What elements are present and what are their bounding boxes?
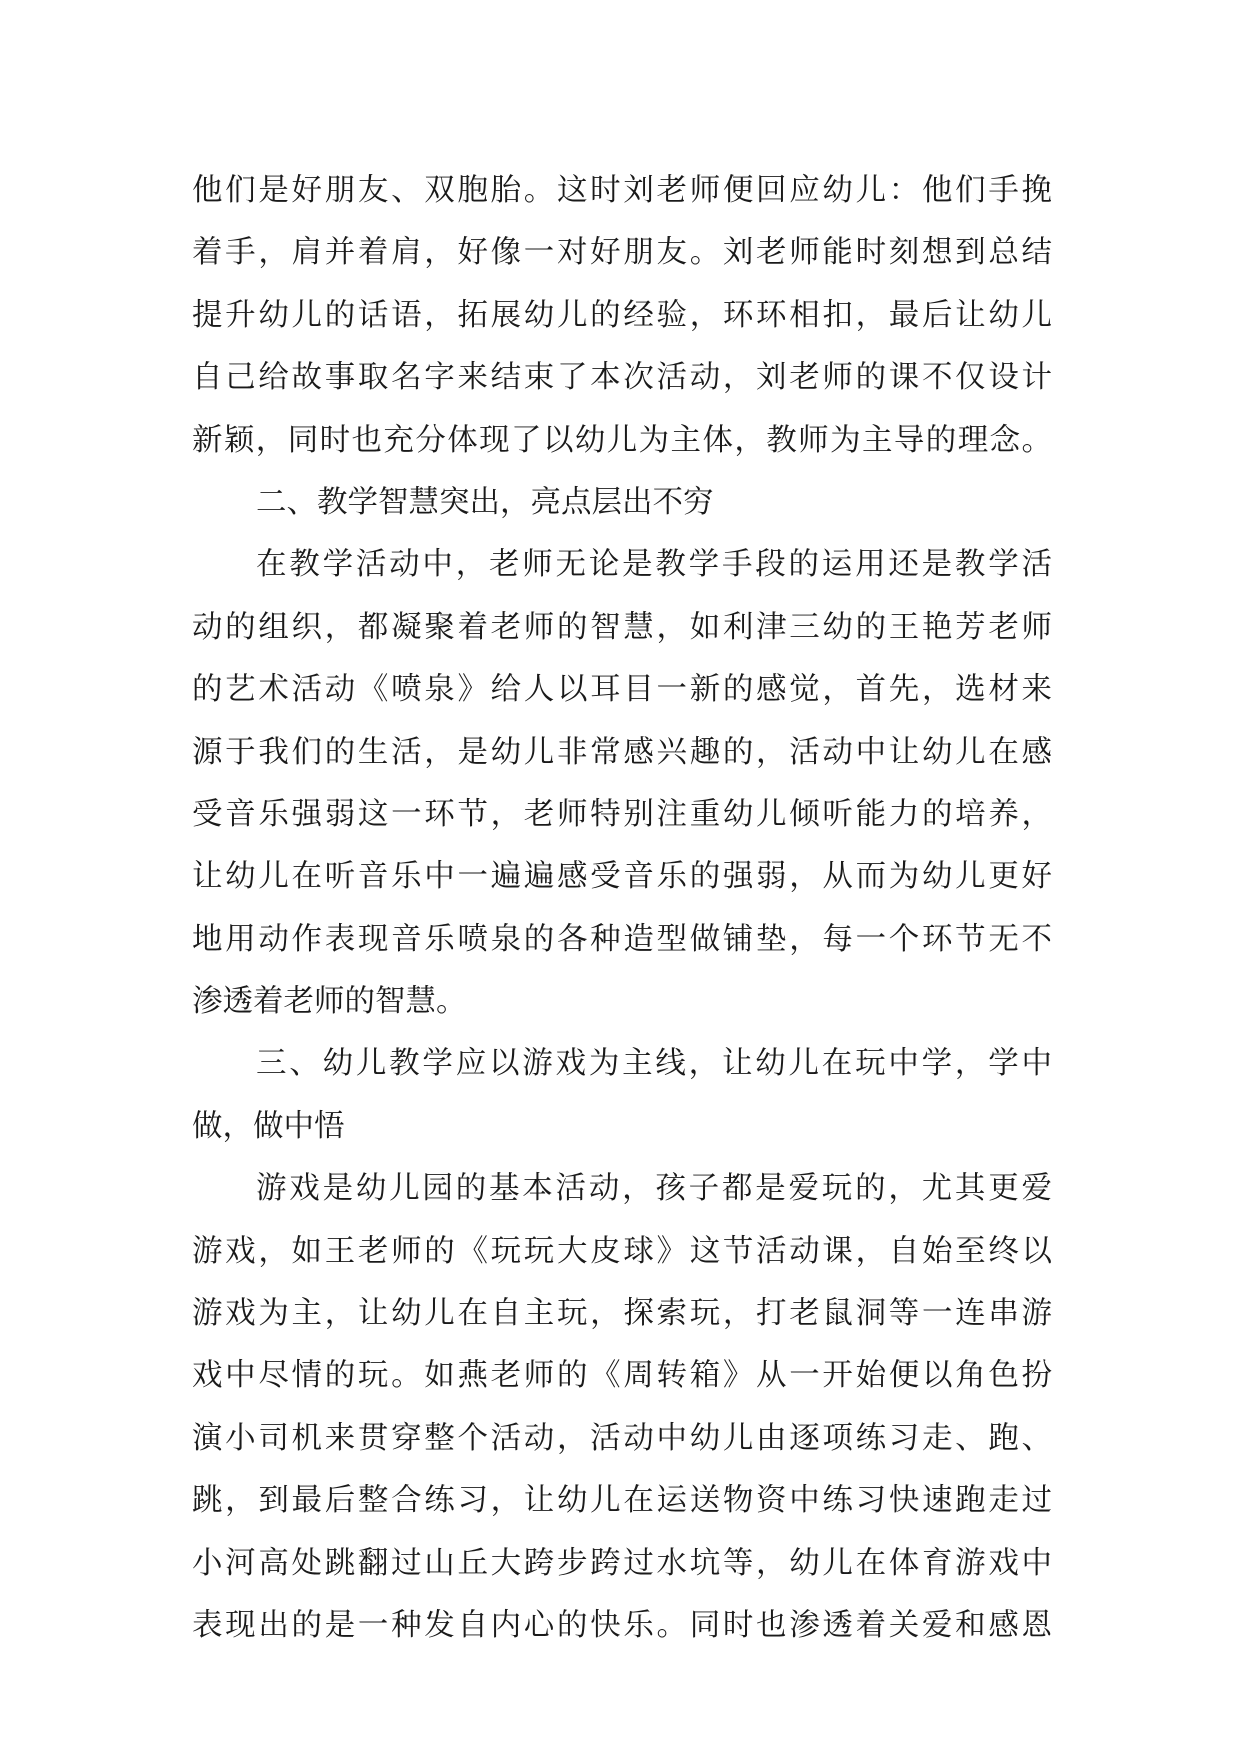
text-line: 地用动作表现音乐喷泉的各种造型做铺垫，每一个环节无不 [192, 921, 1052, 957]
text-line: 让幼儿在听音乐中一遍遍感受音乐的强弱，从而为幼儿更好 [192, 859, 1052, 895]
text-line: 提升幼儿的话语，拓展幼儿的经验，环环相扣，最后让幼儿 [192, 297, 1052, 333]
section-heading: 二、教学智慧突出，亮点层出不穷 [256, 484, 714, 520]
text-line: 戏中尽情的玩。如燕老师的《周转箱》从一开始便以角色扮 [192, 1358, 1052, 1394]
section-heading: 三、幼儿教学应以游戏为主线，让幼儿在玩中学，学中 [256, 1046, 1052, 1082]
text-line: 渗透着老师的智慧。 [192, 984, 467, 1020]
text-line: 自己给故事取名字来结束了本次活动，刘老师的课不仅设计 [192, 360, 1052, 396]
text-line: 表现出的是一种发自内心的快乐。同时也渗透着关爱和感恩 [192, 1607, 1052, 1643]
text-line: 的艺术活动《喷泉》给人以耳目一新的感觉，首先，选材来 [192, 672, 1052, 708]
text-line: 新颖，同时也充分体现了以幼儿为主体，教师为主导的理念。 [192, 422, 1052, 458]
text-line: 源于我们的生活，是幼儿非常感兴趣的，活动中让幼儿在感 [192, 734, 1052, 770]
section-heading-continued: 做，做中悟 [192, 1108, 345, 1144]
text-line: 游戏是幼儿园的基本活动，孩子都是爱玩的，尤其更爱 [256, 1171, 1052, 1207]
text-line: 演小司机来贯穿整个活动，活动中幼儿由逐项练习走、跑、 [192, 1420, 1052, 1456]
text-line: 着手，肩并着肩，好像一对好朋友。刘老师能时刻想到总结 [192, 235, 1052, 271]
text-line: 动的组织，都凝聚着老师的智慧，如利津三幼的王艳芳老师 [192, 609, 1052, 645]
text-line: 跳，到最后整合练习，让幼儿在运送物资中练习快速跑走过 [192, 1483, 1052, 1519]
text-line: 他们是好朋友、双胞胎。这时刘老师便回应幼儿：他们手挽 [192, 173, 1052, 208]
text-line: 小河高处跳翻过山丘大跨步跨过水坑等，幼儿在体育游戏中 [192, 1545, 1052, 1581]
body-text [192, 160, 1052, 1657]
text-line: 在教学活动中，老师无论是教学手段的运用还是教学活 [256, 547, 1052, 583]
text-line: 游戏，如王老师的《玩玩大皮球》这节活动课，自始至终以 [192, 1233, 1052, 1269]
text-line: 受音乐强弱这一环节，老师特别注重幼儿倾听能力的培养， [192, 796, 1052, 832]
text-line: 游戏为主，让幼儿在自主玩，探索玩，打老鼠洞等一连串游 [192, 1296, 1052, 1332]
